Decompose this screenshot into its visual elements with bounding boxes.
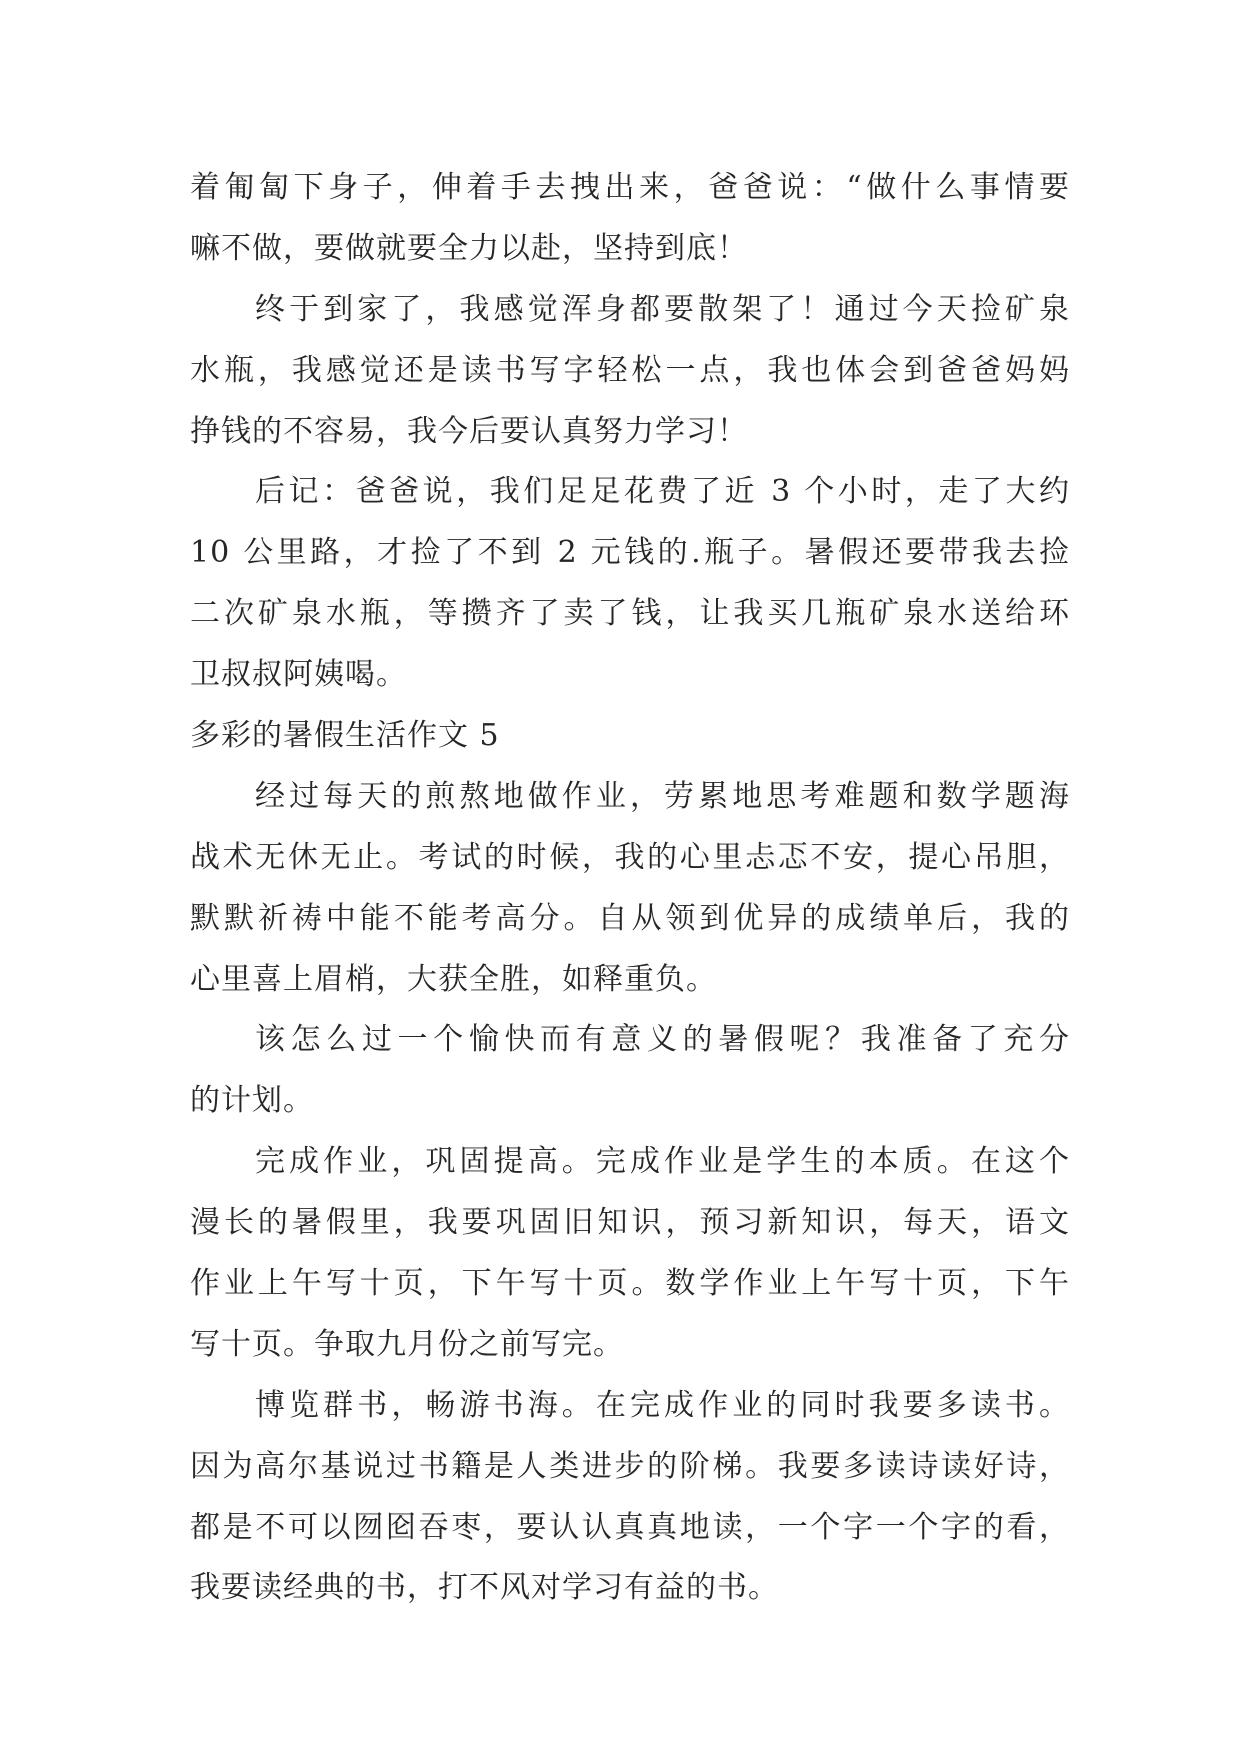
document-body	[190, 158, 1070, 1619]
text-line: 二次矿泉水瓶，等攒齐了卖了钱，让我买几瓶矿泉水送给环	[190, 596, 1070, 632]
text-line: 经过每天的煎熬地做作业，劳累地思考难题和数学题海	[255, 778, 1070, 814]
text-line: 都是不可以囫囵吞枣，要认认真真地读，一个字一个字的看，	[190, 1509, 1070, 1545]
text-line: 作业上午写十页，下午写十页。数学作业上午写十页，下午	[190, 1266, 1070, 1302]
text-line: 博览群书，畅游书海。在完成作业的同时我要多读书。	[255, 1387, 1070, 1423]
text-line: 完成作业，巩固提高。完成作业是学生的本质。在这个	[255, 1144, 1070, 1180]
text-line: 的计划。	[190, 1083, 314, 1119]
text-line: 漫长的暑假里，我要巩固旧知识，预习新知识，每天，语文	[190, 1205, 1070, 1241]
text-line: 挣钱的不容易，我今后要认真努力学习！	[190, 413, 748, 449]
text-line: 因为高尔基说过书籍是人类进步的阶梯。我要多读诗读好诗，	[190, 1448, 1070, 1484]
text-line: 我要读经典的书，打不风对学习有益的书。	[190, 1570, 779, 1606]
text-line: 卫叔叔阿姨喝。	[190, 657, 407, 693]
text-line: 心里喜上眉梢，大获全胜，如释重负。	[190, 961, 717, 997]
text-line: 后记：爸爸说，我们足足花费了近 3 个小时，走了大约	[255, 474, 1070, 510]
text-line: 10 公里路，才捡了不到 2 元钱的.瓶子。暑假还要带我去捡	[190, 535, 1070, 571]
text-line: 该怎么过一个愉快而有意义的暑假呢？我准备了充分	[255, 1022, 1070, 1058]
text-line: 着匍匐下身子，伸着手去拽出来，爸爸说：“做什么事情要	[190, 170, 1070, 205]
text-line: 嘛不做，要做就要全力以赴，坚持到底！	[190, 230, 748, 266]
text-line: 战术无休无止。考试的时候，我的心里忐忑不安，提心吊胆，	[190, 839, 1070, 875]
text-line: 终于到家了，我感觉浑身都要散架了！通过今天捡矿泉	[255, 291, 1070, 327]
text-line: 默默祈祷中能不能考高分。自从领到优异的成绩单后，我的	[190, 900, 1070, 936]
text-line: 多彩的暑假生活作文 5	[190, 718, 500, 754]
text-line: 写十页。争取九月份之前写完。	[190, 1326, 624, 1362]
text-line: 水瓶，我感觉还是读书写字轻松一点，我也体会到爸爸妈妈	[190, 352, 1070, 388]
